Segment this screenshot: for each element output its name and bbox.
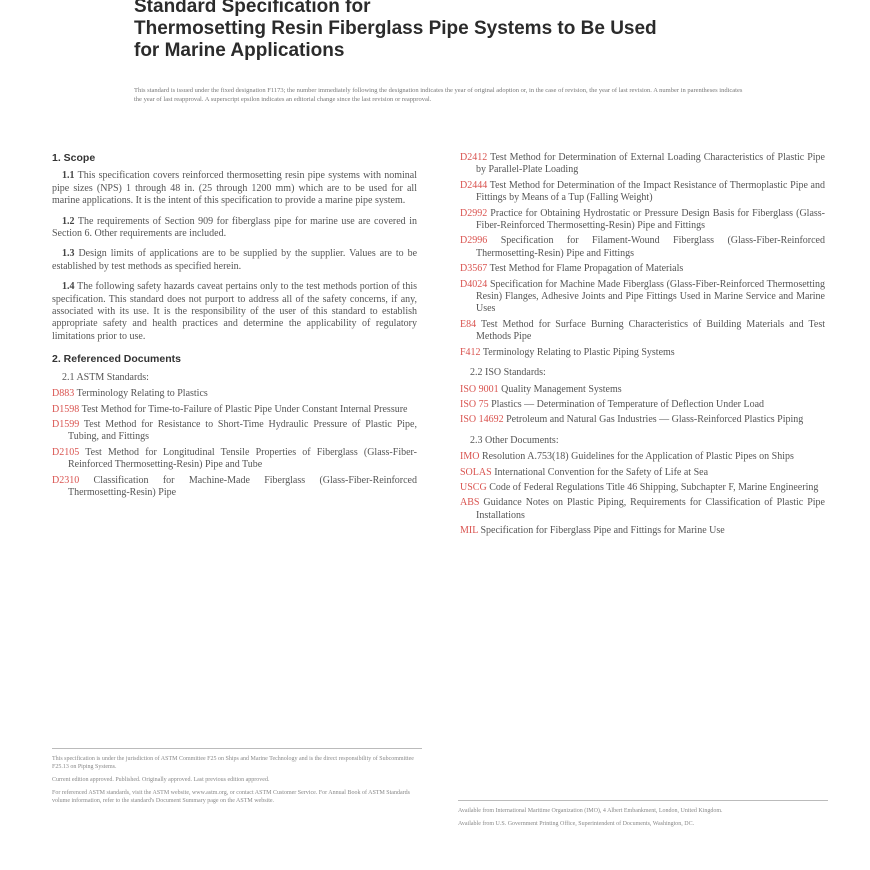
footnote: This specification is under the jurisdiction of ASTM Committee F25 on Ships and Marine Technology and is the direct responsibility of Subcommittee F25.13 on Piping Systems. xyxy=(52,756,414,770)
scope-paragraph: 1.2 The requirements of Section 909 for fiberglass pipe for marine use are covered in Section 6. Other requirements are included. xyxy=(52,215,417,240)
reference-item: E84 Test Method for Surface Burning Characteristics of Building Materials and Test Methods Pipe xyxy=(460,318,825,343)
scope-heading: 1. Scope xyxy=(52,152,96,164)
reference-item: D2310 Classification for Machine-Made Fiberglass (Glass-Fiber-Reinforced Thermosetting-Resin) Pipe xyxy=(52,474,417,498)
iso-standards-subheading: 2.2 ISO Standards: xyxy=(470,367,546,379)
reference-item: D4024 Specification for Machine Made Fiberglass (Glass-Fiber-Reinforced Thermosetting Resin) Flanges, Adhesive Joints and Pipe Fittings Used in Marine Service and Marine Uses xyxy=(460,278,825,315)
other-reference-list xyxy=(460,451,825,537)
reference-link[interactable]: F412 xyxy=(460,346,481,358)
reference-item: ISO 9001 Quality Management Systems xyxy=(460,383,622,395)
left-column xyxy=(52,152,417,507)
reference-item: ABS Guidance Notes on Plastic Piping, Requirements for Classification of Plastic Pipe Installations xyxy=(460,497,825,521)
designation-note: This standard is issued under the fixed designation F1173; the number immediately following the designation indicates the year of original adoption or, in the case of revision, the year of last revision. A number in parentheses indicates the year of last reapproval. A superscript epsilon indicates an editorial change since the last revision or reapproval. xyxy=(134,87,743,103)
reference-link[interactable]: E84 xyxy=(460,318,477,330)
reference-item: IMO Resolution A.753(18) Guidelines for the Application of Plastic Pipes on Ships xyxy=(460,451,794,463)
title-line-1: Standard Specification for xyxy=(134,0,371,17)
reference-link[interactable]: D2996 xyxy=(460,235,488,247)
reference-item: ISO 75 Plastics — Determination of Temperature of Deflection Under Load xyxy=(460,398,765,410)
title-line-3: for Marine Applications xyxy=(134,40,345,61)
reference-item: D2105 Test Method for Longitudinal Tensile Properties of Fiberglass (Glass-Fiber-Reinforced Thermosetting-Resin) Pipe and Tube xyxy=(52,446,417,471)
reference-list xyxy=(52,388,417,499)
title-line-2: Thermosetting Resin Fiberglass Pipe Systems to Be Used xyxy=(134,18,657,39)
reference-link[interactable]: ABS xyxy=(460,497,480,509)
reference-link[interactable]: D1599 xyxy=(52,418,80,430)
reference-link[interactable]: ISO 9001 xyxy=(460,383,499,395)
reference-item: D2412 Test Method for Determination of External Loading Characteristics of Plastic Pipe by Parallel-Plate Loading xyxy=(460,152,825,176)
reference-item: D883 Terminology Relating to Plastics xyxy=(52,388,208,400)
reference-link[interactable]: SOLAS xyxy=(460,466,492,478)
reference-link[interactable]: D2310 xyxy=(52,474,80,486)
other-documents-subheading: 2.3 Other Documents: xyxy=(470,434,559,446)
reference-link[interactable]: D883 xyxy=(52,388,75,400)
reference-item: D1599 Test Method for Resistance to Short-Time Hydraulic Pressure of Plastic Pipe, Tubing, and Fittings xyxy=(52,418,417,443)
reference-item: D2444 Test Method for Determination of the Impact Resistance of Thermoplastic Pipe and Fittings by Means of a Tup (Falling Weight) xyxy=(460,179,825,204)
reference-item: USCG Code of Federal Regulations Title 46 Shipping, Subchapter F, Marine Engineering xyxy=(460,481,819,493)
footnote: Available from U.S. Government Printing Office, Superintendent of Documents, Washington, DC. xyxy=(458,821,695,827)
right-column xyxy=(460,152,825,546)
reference-link[interactable]: D2105 xyxy=(52,446,80,458)
reference-link[interactable]: D1598 xyxy=(52,403,80,415)
reference-link[interactable]: MIL xyxy=(460,525,478,537)
reference-item: D3567 Test Method for Flame Propagation of Materials xyxy=(460,263,684,275)
reference-link[interactable]: D2412 xyxy=(460,152,488,163)
reference-item: ISO 14692 Petroleum and Natural Gas Industries — Glass-Reinforced Plastics Piping xyxy=(460,414,804,426)
reference-link[interactable]: IMO xyxy=(460,451,480,463)
right-footnotes xyxy=(458,800,828,833)
reference-item: F412 Terminology Relating to Plastic Piping Systems xyxy=(460,346,675,358)
astm-standards-subheading: 2.1 ASTM Standards: xyxy=(62,371,149,383)
document-title xyxy=(134,0,774,62)
scope-paragraph: 1.4 The following safety hazards caveat pertains only to the test methods portion of this specification. This standard does not purport to address all of the safety concerns, if any, associated with its use. It is the responsibility of the user of this standard to establish appropriate safety and health practices and determine the applicability of regulatory limitations prior to use. xyxy=(52,281,417,342)
reference-item: D2992 Practice for Obtaining Hydrostatic or Pressure Design Basis for Fiberglass (Glass-Fiber-Reinforced Thermosetting-Resin) Pipe and Fittings xyxy=(460,207,826,232)
footnote: Current edition approved. Published. Originally approved. Last previous edition approved. xyxy=(52,777,270,783)
reference-link[interactable]: ISO 75 xyxy=(460,398,489,410)
iso-reference-list xyxy=(460,384,825,427)
reference-item: D1598 Test Method for Time-to-Failure of Plastic Pipe Under Constant Internal Pressure xyxy=(52,403,408,415)
left-footnotes xyxy=(52,748,422,810)
reference-link[interactable]: ISO 14692 xyxy=(460,414,504,426)
reference-link[interactable]: D3567 xyxy=(460,263,488,275)
referenced-documents-heading: 2. Referenced Documents xyxy=(52,353,181,366)
reference-list xyxy=(460,152,825,359)
reference-item: D2996 Specification for Filament-Wound Fiberglass (Glass-Fiber-Reinforced Thermosetting-Resin) Pipe and Fittings xyxy=(460,235,825,259)
reference-link[interactable]: D4024 xyxy=(460,278,488,290)
footnote: For referenced ASTM standards, visit the ASTM website, www.astm.org, or contact ASTM Customer Service. For Annual Book of ASTM Standards volume information, refer to the standard's Document Summary page on the ASTM website. xyxy=(52,790,410,804)
reference-link[interactable]: D2444 xyxy=(460,179,488,191)
reference-item: MIL Specification for Fiberglass Pipe and Fittings for Marine Use xyxy=(460,525,725,537)
footnote: Available from International Maritime Organization (IMO), 4 Albert Embankment, London, United Kingdom. xyxy=(458,808,723,814)
reference-link[interactable]: USCG xyxy=(460,481,487,493)
scope-paragraph: 1.3 Design limits of applications are to be supplied by the supplier. Values are to be established by test methods as specified herein. xyxy=(52,248,418,272)
scope-paragraph: 1.1 This specification covers reinforced thermosetting resin pipe systems with nominal pipe sizes (NPS) 1 through 48 in. (25 through 1200 mm) which are to be used for all marine applications. It is the intent of this specification to provide a marine pipe system. xyxy=(52,170,418,207)
reference-link[interactable]: D2992 xyxy=(460,207,488,219)
reference-item: SOLAS International Convention for the Safety of Life at Sea xyxy=(460,466,709,478)
